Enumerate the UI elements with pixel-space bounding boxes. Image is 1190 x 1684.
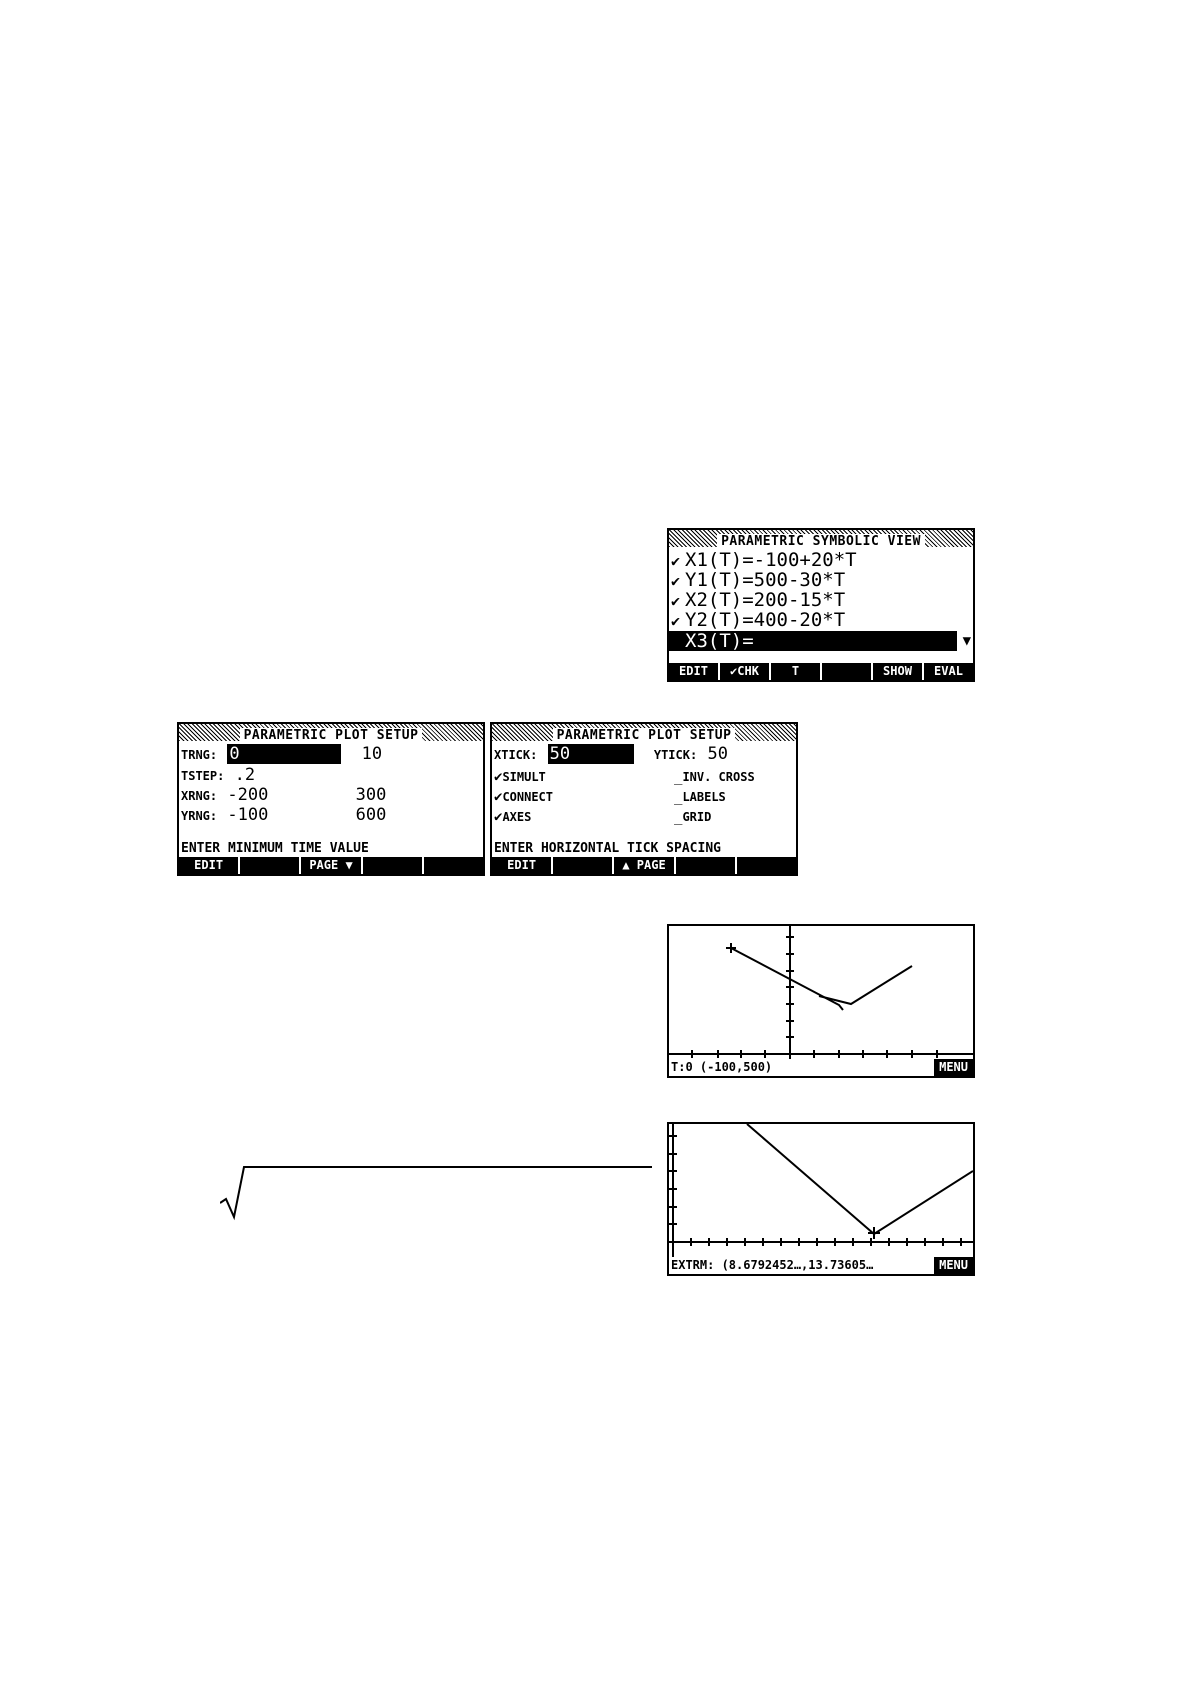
distance-curve (747, 1124, 973, 1234)
unchecked-icon: _ (674, 809, 683, 825)
ytick-field[interactable]: 50 (707, 744, 728, 764)
xrng-label: XRNG: (181, 789, 218, 803)
equation-row-x1[interactable] (671, 550, 857, 571)
trng-row (181, 744, 382, 764)
edit-key[interactable]: EDIT (179, 857, 240, 874)
plot-setup-titlebar (179, 724, 483, 741)
xrng-row (181, 785, 386, 805)
edit-key[interactable]: EDIT (492, 857, 553, 874)
plot-setup-menu (492, 857, 796, 874)
tstep-label: TSTEP: (181, 769, 225, 783)
page-up-key[interactable]: ▲ PAGE (614, 857, 675, 874)
scroll-down-icon: ▼ (962, 633, 971, 649)
equation-row-y1[interactable] (671, 570, 845, 591)
tstep-row (181, 765, 255, 785)
empty-key[interactable] (240, 857, 301, 874)
plot-canvas[interactable] (669, 1124, 973, 1257)
edit-key[interactable]: EDIT (669, 663, 720, 680)
option-label: GRID (682, 810, 712, 824)
connect-option[interactable] (494, 786, 553, 806)
check-icon: ✔ (671, 592, 681, 610)
empty-key[interactable] (424, 857, 483, 874)
check-icon: ✔ (494, 809, 503, 825)
plot-setup-title: PARAMETRIC PLOT SETUP (240, 728, 423, 743)
menu-key[interactable]: MENU (934, 1059, 973, 1076)
square-root-symbol (220, 1165, 660, 1225)
help-hint: ENTER HORIZONTAL TICK SPACING (494, 841, 721, 856)
plot-view-screen-1 (667, 924, 975, 1078)
plot-setup-title: PARAMETRIC PLOT SETUP (553, 728, 736, 743)
extremum-readout: EXTRM: (8.6792452…,13.73605… (671, 1258, 874, 1272)
equation-row-x2[interactable] (671, 590, 845, 611)
check-icon: ✔ (494, 769, 503, 785)
plot-setup-menu (179, 857, 483, 874)
eval-key[interactable]: EVAL (934, 664, 963, 678)
unchecked-icon: _ (674, 789, 683, 805)
plot-setup-page2-screen (490, 722, 798, 876)
parametric-curve-2 (819, 966, 912, 1004)
equation-text: Y1(T)=500-30*T (685, 569, 846, 591)
xtick-label: XTICK: (494, 748, 538, 762)
equation-text: X1(T)=-100+20*T (685, 549, 857, 571)
empty-key[interactable] (737, 857, 796, 874)
xtick-field[interactable]: 50 (548, 744, 634, 764)
yrng-max-field[interactable]: 600 (355, 805, 387, 825)
check-icon: ✔ (671, 572, 681, 590)
xrng-min-field[interactable]: -200 (227, 785, 269, 805)
page-down-key[interactable]: PAGE ▼ (301, 857, 362, 874)
option-label: CONNECT (502, 790, 554, 804)
check-key[interactable]: ✔CHK (720, 663, 771, 680)
plot-canvas[interactable] (669, 926, 973, 1059)
plot-view-screen-2 (667, 1122, 975, 1276)
option-label: LABELS (682, 790, 726, 804)
unchecked-icon: _ (674, 769, 683, 785)
check-icon: ✔ (494, 789, 503, 805)
symbolic-view-screen (667, 528, 975, 682)
check-icon: ✔ (671, 612, 681, 630)
trng-max-field[interactable]: 10 (361, 744, 383, 764)
axes-option[interactable] (494, 806, 531, 826)
help-hint: ENTER MINIMUM TIME VALUE (181, 841, 369, 856)
trace-cursor-icon (726, 943, 736, 953)
empty-key[interactable] (676, 857, 737, 874)
symbolic-view-title: PARAMETRIC SYMBOLIC VIEW (717, 534, 925, 549)
labels-option[interactable] (674, 786, 726, 806)
trng-min-field[interactable]: 0 (227, 744, 341, 764)
tick-row (494, 744, 728, 764)
plot-setup-page1-screen (177, 722, 485, 876)
menu-key[interactable]: MENU (934, 1257, 973, 1274)
trng-label: TRNG: (181, 748, 218, 762)
grid-option[interactable] (674, 806, 711, 826)
equation-text: X3(T)= (685, 630, 754, 652)
equation-row-y2[interactable] (671, 610, 845, 631)
plot-status-bar (669, 1059, 973, 1076)
simult-option[interactable] (494, 766, 546, 786)
yrng-row (181, 805, 386, 825)
empty-key[interactable] (363, 857, 424, 874)
plot-setup-titlebar (492, 724, 796, 741)
yrng-label: YRNG: (181, 809, 218, 823)
option-label: SIMULT (502, 770, 546, 784)
empty-key[interactable] (822, 663, 873, 680)
trace-readout: T:0 (-100,500) (671, 1060, 773, 1074)
equation-text: X2(T)=200-15*T (685, 589, 846, 611)
empty-key[interactable] (553, 857, 614, 874)
t-key[interactable]: T (771, 663, 822, 680)
show-key[interactable]: SHOW (873, 663, 924, 680)
parametric-curve-1 (731, 948, 843, 1010)
yrng-min-field[interactable]: -100 (227, 805, 269, 825)
option-label: INV. CROSS (682, 770, 755, 784)
extremum-cursor-icon (868, 1227, 880, 1239)
plot-status-bar (669, 1257, 973, 1274)
equation-text: Y2(T)=400-20*T (685, 609, 846, 631)
ytick-label: YTICK: (653, 748, 698, 762)
equation-row-x3-selected[interactable] (669, 631, 957, 651)
symbolic-view-menu (669, 663, 973, 680)
tstep-field[interactable]: .2 (234, 765, 256, 785)
inv-cross-option[interactable] (674, 766, 755, 786)
symbolic-view-titlebar (669, 530, 973, 547)
xrng-max-field[interactable]: 300 (355, 785, 387, 805)
option-label: AXES (502, 810, 532, 824)
check-icon: ✔ (671, 552, 681, 570)
